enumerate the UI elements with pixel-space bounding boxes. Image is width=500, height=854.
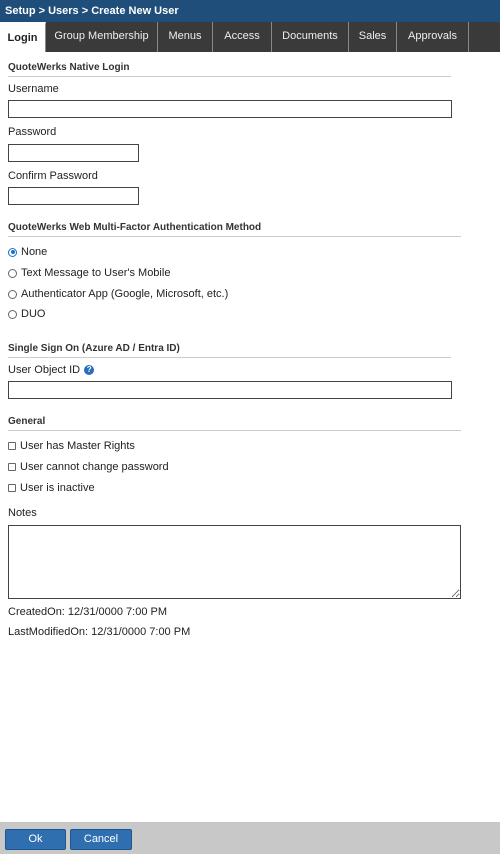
tab-access[interactable]: Access bbox=[213, 22, 272, 52]
help-icon[interactable]: ? bbox=[84, 365, 94, 375]
notes-label: Notes bbox=[8, 507, 37, 519]
tab-menus[interactable]: Menus bbox=[158, 22, 213, 52]
radio-none[interactable] bbox=[8, 248, 17, 257]
tab-login[interactable]: Login bbox=[0, 22, 46, 52]
footer-bar bbox=[0, 822, 500, 854]
confirm-password-input[interactable] bbox=[8, 187, 139, 205]
confirm-password-label: Confirm Password bbox=[8, 170, 98, 182]
tab-sales[interactable]: Sales bbox=[349, 22, 397, 52]
password-label: Password bbox=[8, 126, 57, 138]
username-label: Username bbox=[8, 83, 59, 95]
user-object-id-label bbox=[8, 364, 94, 376]
radio-duo[interactable] bbox=[8, 310, 17, 319]
username-input[interactable] bbox=[8, 100, 452, 118]
tab-bar bbox=[0, 22, 500, 52]
last-modified-on: LastModifiedOn: 12/31/0000 7:00 PM bbox=[8, 626, 191, 638]
mfa-option-label: Text Message to User's Mobile bbox=[21, 267, 171, 279]
option-user-inactive[interactable] bbox=[8, 482, 95, 494]
option-label: User is inactive bbox=[20, 482, 95, 494]
option-label: User cannot change password bbox=[20, 461, 169, 473]
user-object-id-label-text: User Object ID bbox=[8, 364, 81, 376]
option-cannot-change-password[interactable] bbox=[8, 461, 169, 473]
section-mfa: QuoteWerks Web Multi-Factor Authentication Method bbox=[8, 222, 461, 237]
tab-group-membership[interactable]: Group Membership bbox=[46, 22, 158, 52]
mfa-option-label: Authenticator App (Google, Microsoft, etc.) bbox=[21, 288, 229, 300]
mfa-option-duo[interactable] bbox=[8, 308, 45, 320]
checkbox-master-rights[interactable] bbox=[8, 442, 16, 450]
tab-approvals[interactable]: Approvals bbox=[397, 22, 469, 52]
mfa-option-label: None bbox=[21, 246, 48, 258]
mfa-option-text-message[interactable] bbox=[8, 267, 170, 279]
ok-button[interactable]: Ok bbox=[5, 829, 66, 850]
option-label: User has Master Rights bbox=[20, 440, 135, 452]
created-on: CreatedOn: 12/31/0000 7:00 PM bbox=[8, 606, 167, 618]
notes-textarea[interactable] bbox=[8, 525, 461, 599]
breadcrumb: Setup > Users > Create New User bbox=[0, 0, 500, 22]
mfa-option-none[interactable] bbox=[8, 246, 47, 258]
radio-text-message[interactable] bbox=[8, 269, 17, 278]
user-object-id-input[interactable] bbox=[8, 381, 452, 399]
radio-authenticator-app[interactable] bbox=[8, 290, 17, 299]
option-master-rights[interactable] bbox=[8, 440, 135, 452]
mfa-option-authenticator-app[interactable] bbox=[8, 288, 228, 300]
checkbox-user-inactive[interactable] bbox=[8, 484, 16, 492]
tab-documents[interactable]: Documents bbox=[272, 22, 349, 52]
section-sso: Single Sign On (Azure AD / Entra ID) bbox=[8, 343, 451, 358]
checkbox-cannot-change-password[interactable] bbox=[8, 463, 16, 471]
section-general: General bbox=[8, 416, 461, 431]
section-native-login: QuoteWerks Native Login bbox=[8, 62, 451, 77]
mfa-option-label: DUO bbox=[21, 308, 46, 320]
password-input[interactable] bbox=[8, 144, 139, 162]
cancel-button[interactable]: Cancel bbox=[70, 829, 132, 850]
